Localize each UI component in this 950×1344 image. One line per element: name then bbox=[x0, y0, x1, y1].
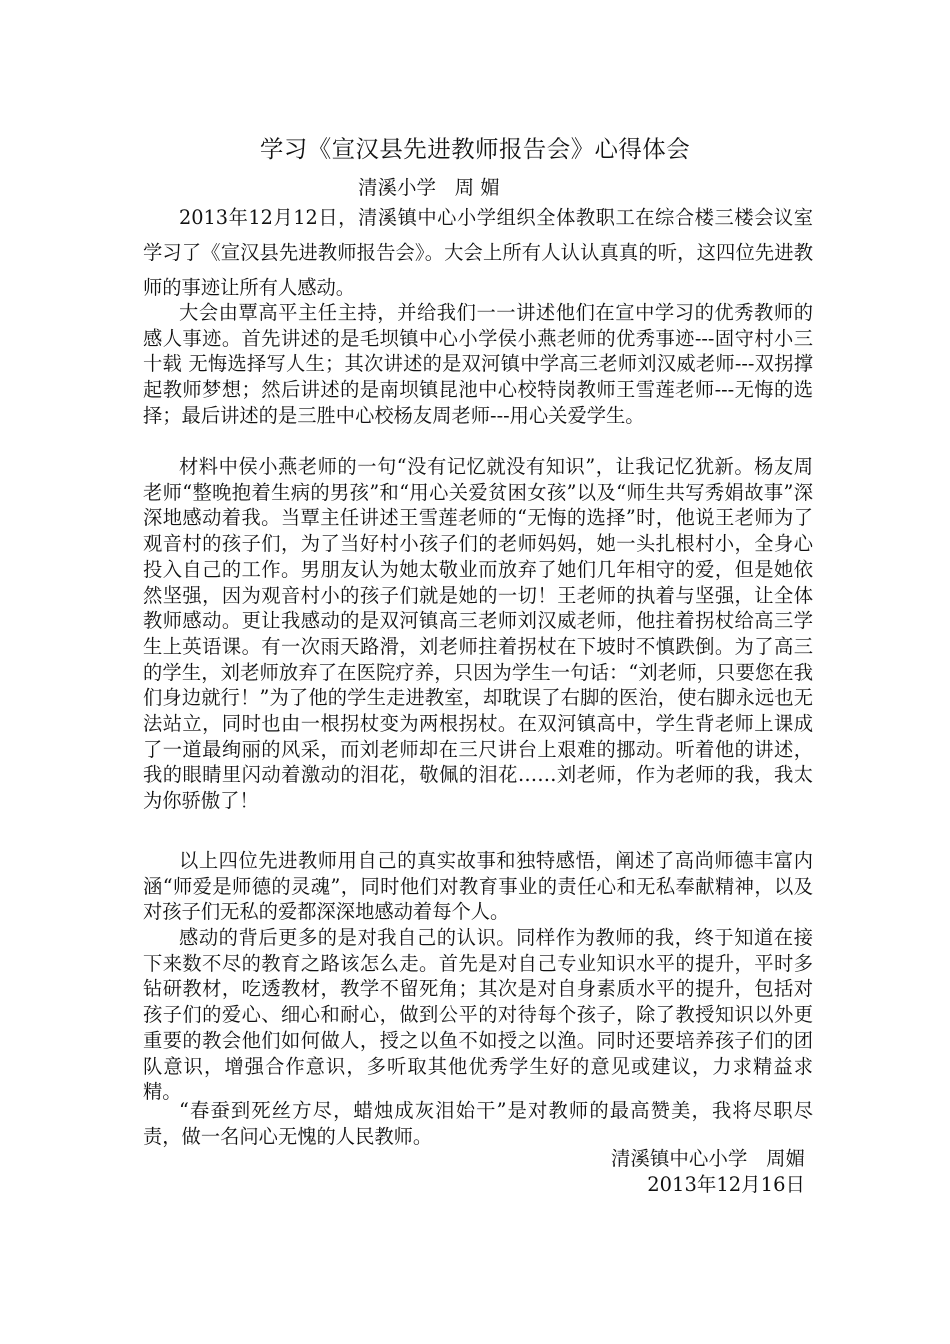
paragraph-intro: 2013年12月12日，清溪镇中心小学组织全体教职工在综合楼三楼会议室学习了《宣汉县先进教师报告会》。大会上所有人认认真真的听，这四位先进教师的事迹让所有人感动。 bbox=[143, 206, 813, 299]
paragraph-meeting: 大会由覃高平主任主持，并给我们一一讲述他们在宣中学习的优秀教师的感人事迹。首先讲述的是毛坝镇中心小学侯小燕老师的优秀事迹---固守村小三十载 无悔选择写人生；其次讲述的是双河镇中学高三老师刘汉威老师---双拐撑起教师梦想；然后讲述的是南坝镇昆池中心校特岗教师王雪莲老师---无悔的选择；最后讲述的是三胜中心校杨友周老师---用心关爱学生。 bbox=[143, 301, 813, 427]
author-line: 清溪小学 周 媚 bbox=[358, 176, 500, 199]
paragraph-reflection: 感动的背后更多的是对我自己的认识。同样作为教师的我，终于知道在接下来数不尽的教育之路该怎么走。首先是对自己专业知识水平的提升，平时多钻研教材，吃透教材，教学不留死角；其次是对自身素质水平的提升，包括对孩子们的爱心、细心和耐心，做到公平的对待每个孩子，除了教授知识以外更重要的教会他们如何做人，授之以鱼不如授之以渔。同时还要培养孩子们的团队意识，增强合作意识，多听取其他优秀学生好的意见或建议，力求精益求精。 bbox=[143, 926, 813, 1104]
paragraph-closing: “春蚕到死丝方尽，蜡烛成灰泪始干”是对教师的最高赞美，我将尽职尽责，做一名问心无愧的人民教师。 bbox=[143, 1099, 813, 1148]
paragraph-stories: 材料中侯小燕老师的一句“没有记忆就没有知识”，让我记忆犹新。杨友周老师“整晚抱着生病的男孩”和“用心关爱贫困女孩”以及“师生共写秀娟故事”深深地感动着我。当覃主任讲述王雪莲老师的“无悔的选择”时，他说王老师为了观音村的孩子们，为了当好村小孩子们的老师妈妈，她一头扎根村小，全身心投入自己的工作。男朋友认为她太敬业而放弃了她们几年相守的爱，但是她依然坚强，因为观音村小的孩子们就是她的一切！王老师的执着与坚强，让全体教师感动。更让我感动的是双河镇高三老师刘汉威老师，他拄着拐杖给高三学生上英语课。有一次雨天路滑，刘老师拄着拐杖在下坡时不慎跌倒。为了高三的学生，刘老师放弃了在医院疗养，只因为学生一句话：“刘老师，只要您在我们身边就行！”为了他的学生走进教室，却耽误了右脚的医治，使右脚永远也无法站立，同时也由一根拐杖变为两根拐杖。在双河镇高中，学生背老师上课成了一道最绚丽的风采，而刘老师却在三尺讲台上艰难的挪动。听着他的讲述，我的眼睛里闪动着激动的泪花，敬佩的泪花……刘老师，作为老师的我，我太为你骄傲了！ bbox=[143, 455, 813, 813]
signature-school: 清溪镇中心小学 周媚 bbox=[610, 1147, 805, 1170]
document-title: 学习《宣汉县先进教师报告会》心得体会 bbox=[259, 135, 691, 163]
signature-date: 2013年12月16日 bbox=[647, 1173, 805, 1196]
paragraph-summary: 以上四位先进教师用自己的真实故事和独特感悟，阐述了高尚师德丰富内涵“师爱是师德的灵魂”，同时他们对教育事业的责任心和无私奉献精神，以及对孩子们无私的爱都深深地感动着每个人。 bbox=[143, 849, 813, 924]
